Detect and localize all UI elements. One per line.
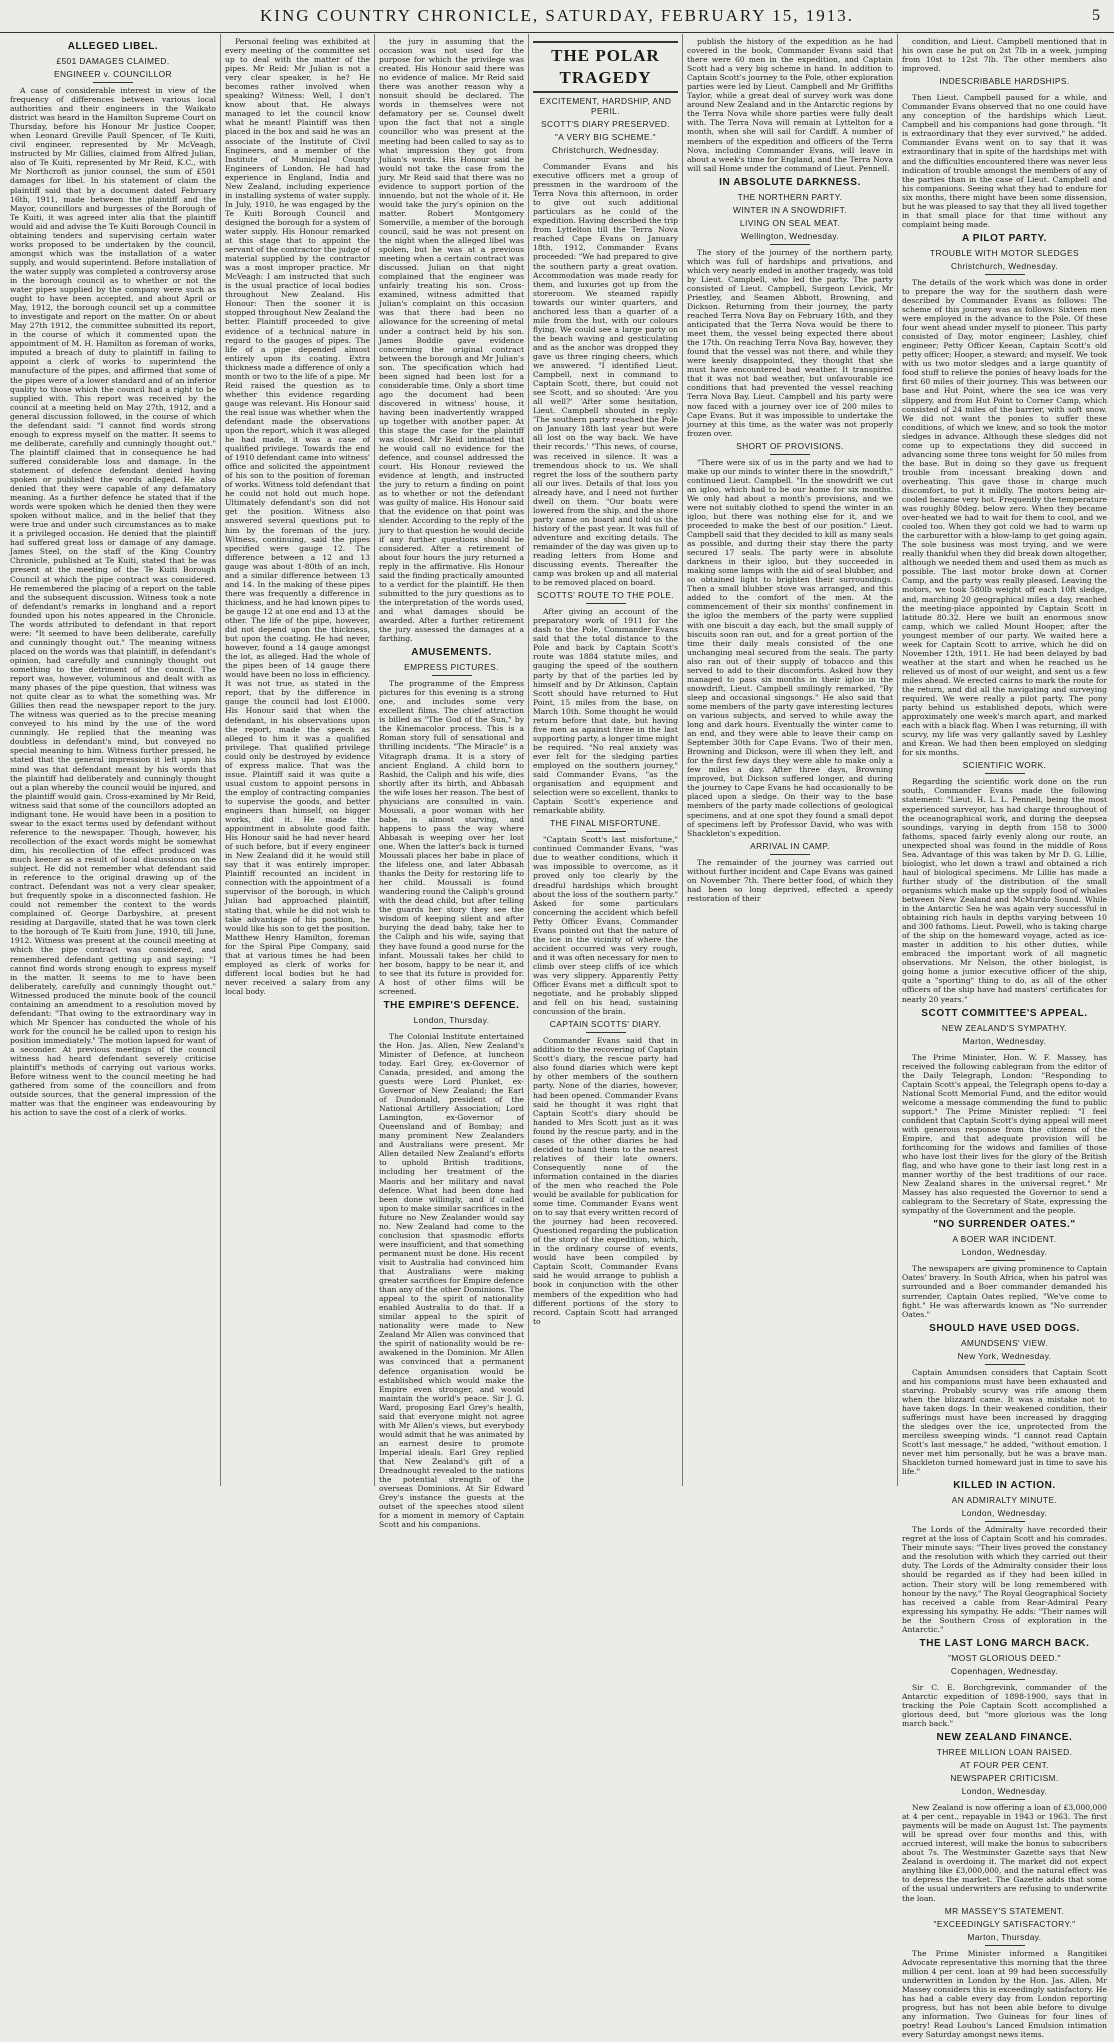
article-subheading: NEWSPAPER CRITICISM. [950,1773,1059,1784]
article-headline: KILLED IN ACTION. [953,1480,1056,1492]
article-body: The Prime Minister informed a Rangitikei Advocate representative this morning that the three million 4 per cent. loan at 99 had been successfully underwritten in London by the Hon. Jas. Allen. Mr Massey considers this is exceedingly satisfactory. He has had a cable every day from London reporting progress, but has not been able before to divulge any information. Two Guineas for four lines of poetry! Read Loubou's Lanced Emulsion intimation every Saturday amongst news items. [902,1948,1107,2039]
article-subheading: ARRIVAL IN CAMP. [750,840,830,851]
article-subheading: "EXCEEDINGLY SATISFACTORY." [933,1918,1076,1929]
divider [586,603,626,604]
divider [432,1028,472,1029]
divider [770,454,810,455]
article-body: After giving an account of the preparatory work of 1911 for the dash to the Pole, Commander Evans said that the total distance to the Pole and back by Captain Scott's route was 1884 statute miles, and gauging the speed of the southern party by that of the parties led by himself and by Dr Atkinson, Captain Scott should have returned to Hut Point, 15 miles from the base, on March 10th. Some thought he would return before that date, but having five men as against three in the last supporting party, a longer time might be required. "No real anxiety was ever felt for the sledging parties employed on the southern journey," said Commander Evans, "as the organisation and equipment and selection were so excellent, thanks to Captain Scott's experience and remarkable ability. [533,607,678,816]
divider [985,89,1025,90]
article-subheading: Copenhagen, Wednesday. [950,1665,1059,1676]
article-subheading: London, Wednesday. [961,1508,1048,1519]
article-body: Commander Evans and his executive officers met a group of pressmen in the wardroom of the Terra Nova this afternoon, in order to give out such additional particulars as he could of the expedition. Having described the trip from Lyttelton till the Terra Nova reached Cape Evans on January 18th, 1912, Commander Evans proceeded: "We had prepared to give the southern party a great ovation. Accommodation was made ready for them, and luxuries got up from the storeroom. We steamed rapidly towards our winter quarters, and anchored less than a quarter of a mile from the hut, with our colours flying. We could see a large party on the beach waving and gesticulating and as the anchor was dropped they gave us three ringing cheers, which we answered. "I identified Lieut. Campbell, next in command to Captain Scott, there, but could not see Scott, and so shouted: 'Are you all well?' 'After some hesitation, Lieut. Campbell shouted in reply: 'The southern party reached the Pole on January 18th last year but were all lost on the way back. We have their records.' "This news, of course, was received in silence. It was a tremendous shock to us. We shall regret the loss of the southern party all our lives. Details of that loss you already have, and I need not further dwell on them. "Our boats were lowered from the ship, and the shore party came on board and told us the history of the past year. It was full of adventure and exciting details. The remainder of the day was given up to reading letters from Home and discussing events. Thereafter the camp was broken up and all material to be removed placed on board. [533,162,678,588]
article-subheading: THREE MILLION LOAN RAISED. [936,1747,1073,1758]
divider [985,773,1025,774]
newspaper-page [6,34,1110,2039]
article-subheading: NEW ZEALAND'S SYMPATHY. [941,1022,1068,1033]
divider [432,675,472,676]
article-body: condition, and Lieut. Campbell mentioned that in his own case he put on 2st 7lb in a week, jumping from 10st to 12st 7lb. The other members also improved. [902,37,1107,74]
article-headline: A PILOT PARTY. [961,232,1048,244]
divider [586,158,626,159]
article-subheading: AMUNDSENS' VIEW. [960,1337,1049,1348]
article-subheading: AT FOUR PER CENT. [960,1760,1049,1771]
article-body: The remainder of the journey was carried out without further incident and Cape Evans was gained on November 7th. There better food, of which they had been so long deprived, effected a speedy restoration of their [687,857,893,903]
column-1 [6,34,220,2042]
article-body: "There were six of us in the party and we had to make up our minds to winter there in the snowdrift," continued Lieut. Campbell. "In the snowdrift we cut an igloo, which had to be our home for six months. We only had about a month's provisions, and we were not suitably clothed to spend the winter in an igloo, but there was nothing else for it, and we proceeded to make the best of our position." Lieut. Campbell said that they decided to kill as many seals as possible, and during their stay there the party secured 17 seals. The party were in absolute darkness in their igloo, but they succeeded in making some lamps with the aid of seal blubber, and so obtained light to brighten their surroundings. Then a small blubber stove was arranged, and this added to the comfort of the men. At the commencement of their six months' confinement in the igloo the members of the party were supplied with one biscuit a day each, but the small supply of biscuits soon ran out, and for a great portion of the time their daily meals consisted of the one unchanging meal secured from the seals. The party also ran out of their supply of tobacco and this served to add to their discomforts. Asked how they managed to pass six months in their igloo in the snowdrift, Lieut. Campbell smilingly remarked, "By sleep and occasional singsongs." He also said that some members of the party gave interesting lectures on various subjects, and served to while away the long and dark hours. Eventually the winter came to an end, and they were able to leave their camp on September 30th for Cape Evans. Two of their men, Browning and Dickson, were ill when they left, and for the first few days they were able to make only a few miles a day. After three days, Browning improved, but Dickson suffered longer, and during the journey to Cape Evans he had occasionally to be placed upon a sledge. On their way to the base members of the party made collections of geological specimens, and at one spot they found a small depot of specimens left by Professor David, who was with Shackleton's expedition. [687,457,893,838]
article-body: Regarding the scientific work done on the run south, Commander Evans made the following statement: "Lieut. H. L. L. Pennell, being the most experienced surveyor, has had charge throughout of the oceanographical work, and during the deepsea soundings, varying in depth from 158 to 3000 fathoms, spaced fairly evenly along our route, an unexpected shoal was found in the middle of Ross Sea. Advantage of this was taken by Mr D. G. Lillie, biologist, who let down a trawl and obtained a rich haul of biological specimens. Mr Lillie has made a further study of the distribution of the small organisms which make up the supply food of whales between New Zealand and McMurdo Sound. While in the Antarctic Sea he was again very successful in obtaining rich hauls in depths varying between 10 and 300 fathoms. Lieut. Powell, who is taking charge of the ship on the homeward voyage, acted as ice-master in addition to his other duties, while embraced the important work of all magnetic observations. Mr Nelson, the other biologist, is going home a junior executive officer of the ship, quite a "sporting" thing to do, as all of the other officers of the ship have had masters' certificates for nearly 20 years." [902,777,1107,1004]
article-body: the jury in assuming that the occasion was not used for the purpose for which the privilege was created. His Honour said there was no evidence of malice. Mr Reid said there was another reason why a nonsuit should be declared. The words in themselves were not defamatory per se. Counsel dwelt upon the fact that not a single councillor who was present at the meeting had been called to say as to what impression they got from Julian's words. His Honour said he would not take the case from the jury. Mr Reid said that there was no evidence to support portion of the innuendo, but not the whole of it. He would take the jury's opinion on the matter. Robert Montgomery Somerville, a member of the borough council, said he was not present on the night when the alleged libel was spoken, but he was at a previous meeting when a certain contract was discussed. Julian on that night complained that the engineer was unfairly treating his son. Cross-examined, witness admitted that Julian's complaint on this occasion was that there had been no allowance for the screening of metal under a contract held by his son. James Boddie gave evidence concerning the original contract between the borough and Mr Julian's son. The specification which had been signed had been lost for a considerable time. Only a short time ago the document had been discovered in witness' house, it having been inadvertently wrapped up together with another paper. At this stage the case for the plaintiff was closed. Mr Reid intimated that he would call no evidence for the defence, and counsel addressed the court. His Honour reviewed the evidence at length, and instructed the jury to return a finding on point as to whether or not the defendant was guilty of malice. His Honour said that the evidence on that point was slender. According to the reply of the jury to that question he would decide if any further questions should be considered. After a retirement of about four hours the jury returned a reply in the affirmative. His Honour said the finding practically amounted to a verdict for the plaintiff. He then submitted to the jury questions as to the interpretation of the words used, and what damages should be awarded. After a further retirement the jury assessed the damages at a farthing. [379,37,524,644]
article-subheading: Marton, Wednesday. [962,1035,1047,1046]
article-body: The newspapers are giving prominence to Captain Oates' bravery. In South Africa, when his patrol was surrounded and a Boer commander demanded his surrender, Captain Oates replied, "We've come to fight." He was afterwards known as "No surrender Oates." [902,1264,1107,1319]
article-body: Then Lieut. Campbell paused for a while, and Commander Evans observed that no one could have any conception of the hardships which Lieut. Campbell and his companions had gone through. "It is extraordinary that they ever survived," he added. Commander Evans went on to say that it was extraordinary that in spite of the hardships met with and the difficulties encountered there was never less indication of trouble amongst the members of any of the parties than in the case of Lieut. Campbell and his companions. Seeing what they had to endure for six months, there might have been some dissension, but he was pleased to say that they all lived together in that small place for that time without any complaint being made. [902,93,1107,229]
article-headline: SHOULD HAVE USED DOGS. [929,1322,1080,1334]
article-subheading: "A VERY BIG SCHEME." [554,132,657,142]
article-subheading: INDESCRIBABLE HARDSHIPS. [939,76,1070,87]
article-subheading: EMPRESS PICTURES. [404,662,499,673]
article-subheading: SCOTTS' ROUTE TO THE POLE. [536,590,675,601]
article-subheading: SCIENTIFIC WORK. [962,760,1047,771]
divider [93,82,133,83]
article-subheading: CAPTAIN SCOTTS' DIARY. [549,1019,662,1030]
article-headline: THE LAST LONG MARCH BACK. [919,1637,1090,1649]
article-headline: THE EMPIRE'S DEFENCE. [383,999,520,1011]
article-subheading: London, Wednesday. [961,1247,1048,1258]
newspaper-title: KING COUNTRY CHRONICLE, SATURDAY, FEBRUARY 15, 1913. [260,6,854,25]
column-3 [375,34,528,2042]
article-body: New Zealand is now offering a loan of £3,000,000 at 4 per cent., repayable in 1943 or 1963. The first payments will be made on August 1st. The payments will be spread over four months and this, with accrued interest, will make the bonus to subscribers about 7s. The Westminster Gazette says that New Zealand is overdoing it. The market did not expect anything like £3,000,000, and the natural effect was to depress the market. The Gazette adds that some of the usual underwriters are refusing to underwrite the loan. [902,1803,1107,1903]
article-subheading: Christchurch, Wednesday. [551,145,660,155]
article-subheading: London, Wednesday. [961,1786,1048,1797]
masthead [0,0,1114,33]
article-subheading: EXCITEMENT, HARDSHIP, AND PERIL. [539,96,672,116]
divider [770,854,810,855]
article-headline: "NO SURRENDER OATES." [933,1219,1076,1231]
article-subheading: LIVING ON SEAL MEAT. [739,217,841,228]
article-body: Sir C. E. Borchgrevink, commander of the Antarctic expedition of 1898-1900, says that in tracking the Pole Captain Scott accomplished a glorious deed, but "more glorious was the long march back." [902,1682,1107,1728]
article-headline: AMUSEMENTS. [411,647,492,659]
article-subheading: SHORT OF PROVISIONS. [736,440,844,451]
divider [985,1260,1025,1261]
divider [985,274,1025,275]
article-body: Captain Amundsen considers that Captain Scott and his companions must have been exhausted and starving. Probably scurvy was rife among them when the blizzard came. It was a mistake not to have taken dogs. In their weakened condition, their sufferings must have been increased by dragging the sledges over the ice, unprotected from the merciless sweeping winds. "I cannot read Captain Scott's last message," he added, "without emotion. I never met him personally, but he was a brave man. Shackleton turned homeward just in time to save his life." [902,1367,1107,1477]
divider [985,1945,1025,1946]
article-subheading: MR MASSEY'S STATEMENT. [944,1905,1065,1916]
divider [985,1679,1025,1680]
divider [586,1032,626,1033]
article-body: The details of the work which was done in order to prepare the way for the southern dash were described by Commander Evans as follows: The scheme of this journey was as follows: Sixteen men were employed in the advance to the Pole. Of these four went ahead under myself to pioneer. This party consisted of Day, motor engineer; Lashley, chief engineer; Petty Officer Keean, Captain Scott's old petty officer; Hooper, a steward; and myself. We took with us two motor sledges and a large quantity of food stuff to relieve the ponies of heavy loads for the first 60 miles of their journey. This was between our base and Hut Point, where the sea ice was very slippery, and from Hut Point to Corner Camp, which consisted of 24 miles of the barrier, with soft snow. We did not want the ponies to suffer these conditions, of which we knew, and so took the motor sledges in advance. Although these sledges did not come up to expectations they did succeed in advancing some three tons weight for 50 miles from the base. But in doing so they gave us frequent trouble from incessant breaking down and overheating. This gave those in charge much discomfort, to put it mildly. The motors being air-cooled became very hot. Frequently the temperature was roughly 80deg. below zero. When they became over-heated we had to wait for them to cool, and we cooled too. When they got cold we had to warm up the carburettor with a blow-lamp to get going again. The sole business was most trying, and we were really thankful when they did break down altogether, although we needed them and used them as much as possible. The last motor broke down at Corner Camp, and the party was really pleased. Leaving the motors, we took 580lb weight off each 10ft sledge, and, marching 20 geographical miles a day, reached the meeting-place appointed by Captain Scott in latitude 80.32. Here we built an enormous snow camp, which we called Mount Hooper, after the youngest member of our party. We waited here a week for Captain Scott to arrive, which he did on November 12th, 1911. He had been delayed by bad weather at the start and when he reached us he relieved us of most of our weight, and sent us a few miles ahead. We erected cairns to mark the route for the return, and did all the navigating and surveying required. We were really a pilot party. The pony party behind us established depots, which were approximately one week's march apart, and marked each with a black flag. When I was returning, ill with scurvy, my life was very gallantly saved by Lashley and Krean. We had then been employed on sledging for six months. [902,277,1107,758]
article-subheading: WINTER IN A SNOWDRIFT. [733,204,847,215]
column-5 [683,34,897,2042]
article-body: The programme of the Empress pictures for this evening is a strong one, and includes some very excellent films. The chief attraction is billed as "The God of the Sun," by the Kinemacolor process. This is a Roman story full of sensational and thrilling incidents. "The Miracle" is a Vitagraph drama. It is a story of ancient England. A child born to Rashid, the Caliph and his wife, dies shortly after its birth, and Abbasah the wife loses her reason. The best of physicians are consulted in vain. Moussali, a poor woman with her babe, is almost starving, and happens to pass the way where Abbasah is weeping over her lost one. When the latter's back is turned Moussali places her babe in place of the lifeless one, and later Abbasah thanks the Deity for restoring life to her child. Moussali is found wandering round the Caliph's ground with the dead child, but after telling the guards her story they see the wisdom of keeping silent and after burying the dead baby, take her to the Caliph and his wife, saying that they have found a good nurse for the infant. Moussali takes her child to her bosom, happy to be near it, and to see that its future is provided for. A host of other films will be screened. [379,679,524,996]
article-subheading: Christchurch, Wednesday. [950,260,1059,271]
column-4 [529,34,682,2042]
article-subheading: £501 DAMAGES CLAIMED. [56,56,170,66]
article-body: The Prime Minister, Hon. W. F. Massey, has received the following cablegram from the editor of the Daily Telegraph, London: "Responding to Captain Scott's appeal, the Telegraph opens to-day a National Scott Memorial Fund, and the editor would welcome a message commending the fund to public support." The Prime Minister replied: "I feel confident that Captain Scott's dying appeal will meet with generous response from the citizens of the Empire, and that adequate provision will be forthcoming for the widows and families of those who have lost their lives for the glory of the British flag, and who have gone to their last long rest in a manner worthy of the best traditions of our race. New Zealand shares in the universal regret." Mr Massey has also requested the Governor to send a cablegram to the Secretary of State, expressing the sympathy of the Government and the people. [902,1052,1107,1216]
article-subheading: SCOTT'S DIARY PRESERVED. [541,119,670,129]
article-subheading: AN ADMIRALTY MINUTE. [951,1495,1058,1506]
article-subheading: THE FINAL MISFORTUNE. [550,818,661,829]
article-subheading: A BOER WAR INCIDENT. [952,1234,1057,1245]
article-headline: ALLEGED LIBEL. [67,41,159,52]
page-number: 5 [1092,7,1102,24]
article-body: The Lords of the Admiralty have recorded their regret at the loss of Captain Scott and his comrades. Their minute says: "Their lives proved the constancy and the resolution with which they carried out their duty. The Lords of the Admiralty consider their loss should be regarded as if they had been killed in action. Their story will be long remembered with honour by the navy." The Royal Geographical Society has received a cable from Rear-Admiral Peary expressing his sympathy. He adds: "Their names will be the Southern Cross of exploration in the Antarctic." [902,1525,1107,1634]
column-2 [221,34,374,2042]
article-body: Personal feeling was exhibited at every meeting of the committee set up to deal with the matter of the pipes. Mr Reid: Mr Julian is not a very clear speaker, is he? He becomes rather involved when speaking? Witness: Well, I don't know about that. He always managed to let the council know what he meant! Plaintiff was then placed in the box and said he was an associate of the Institute of Civil Engineers, and a member of the Institute of Municipal County Engineers of London. He had had experience in England, India and New Zealand, including experience in installing systems of water supply. In July, 1910, he was engaged by the Te Kuiti Borough Council and designed the borough for a system of water supply. His Honour remarked at this stage that to appoint the servant of the contractor the judge of material supplied by the contractor was a most improper practice. Mr McVeagh: I am instructed that such is the usual practice of local bodies throughout New Zealand. His Honour: Then the sooner it is stopped throughout New Zealand the better. Plaintiff proceeded to give evidence of a technical nature in regard to the gauges of pipes. The life of a pipe depended almost entirely upon its coating. Extra thickness made a difference of only a month or two to the life of a pipe. Mr Reid raised the question as to whether this evidence regarding gauge was relevant. His Honour said the real issue was whether when the defendant made the observations upon the report, which it was alleged he had made, it was a case of qualified privilege. Towards the end of 1910 defendant came into witness' office and solicited the appointment of his son to the position of foreman of works. Witness told defendant that he could not hold out much hope. Ultimately defendant's son did not get the position. Witness also answered several questions put to him by the foreman of the jury. Witness, continuing, said the pipes specified were gauge 12. The difference between a 12 and 13 gauge was about 1-80th of an inch, and a similar difference between 13 and 14. In the making of these pipes there was frequently a difference in thickness, and he had known pipes to be gauge 12 at one end and 13 at the other. The life of the pipe, however, did not depend upon the thickness, but upon the coating. He had never, however, found a 14 gauge amongst the lot, as alleged. Had the whole of the pipes been of 14 gauge there would have been no loss in efficiency. It was not true, as stated in the report, that by the difference in gauge the council had lost £1000. His Honour said that when the defendant, in his observations upon the report, made the speech as alleged to him it was a qualified privilege. That qualified privilege could only be destroyed by evidence of express malice. That was the issue. Plaintiff said it was quite a usual custom to appoint persons in the employ of contracting companies to supervise the goods, and better engineers than himself, on bigger works, did it. He made the appointment in absolute good faith. His Honour said he had never heard of such before, but if every engineer in New Zealand did it he would still say that it was entirely improper. Plaintiff recounted an incident in connection with the appointment of a supervisor of the borough, in which Julian had approached plaintiff, stating that, while he did not wish to take advantage of his position, he would like his son to get the position. Matthew Henry Hamilton, foreman for the Spiral Pipe Company, said that at various times he had been employed as clerk of works for different local bodies but he had never received a salary from any local body. [225,37,370,996]
divider [770,244,810,245]
divider [985,1799,1025,1800]
article-subheading: Marton, Thursday. [967,1931,1042,1942]
article-subheading: TROUBLE WITH MOTOR SLEDGES [930,247,1079,258]
article-headline: THE POLAR TRAGEDY [533,41,678,93]
article-subheading: "MOST GLORIOUS DEED." [948,1652,1061,1663]
divider [985,1364,1025,1365]
article-body: publish the history of the expedition as he had covered in the book, Commander Evans said that there were 60 men in the expedition, and Captain Scott had a very big scheme in hand. In addition to Captain Scott's journey to the Pole, other exploration parties were led by Lieut. Campbell and Mr Griffiths Taylor, while a great deal of survey work was done around New Zealand and in the Antarctic regions by the Terra Nova while shore parties were fully dealt with. The Terra Nova will remain at Lyttelton for a month, when she will sail for Cardiff. A number of members of the expedition and officers of the Terra Nova, including Commander Evans, will leave in about a week's time for England, and the Terra Nova will sail Home under the command of Lieut. Pennell. [687,37,893,173]
column-6 [898,34,1111,2042]
divider [985,1049,1025,1050]
article-subheading: Wellington, Wednesday. [740,230,840,241]
article-subheading: THE NORTHERN PARTY. [737,191,843,202]
article-headline: NEW ZEALAND FINANCE. [936,1732,1073,1744]
article-headline: IN ABSOLUTE DARKNESS. [719,176,861,188]
article-subheading: London, Thursday. [413,1014,490,1025]
divider [586,831,626,832]
article-body: "Captain Scott's last misfortune," continued Commander Evans, "was due to weather conditions, which it was impossible to overcome, as it proved only too clearly by the dreadful hardships which brought about the loss of the southern party." Asked for some particulars concerning the accident which befell Petty Officer Evans, Commander Evans pointed out that the nature of the ice in the vicinity of where the accident occurred was very rough, and it was often necessary for men to climb over steep cliffs of ice which was very slippery. Apparently Petty Officer Evans met a difficult spot to negotiate, and he probably slipped and fell on his head, sustaining concussion of the brain. [533,835,678,1017]
article-body: A case of considerable interest in view of the frequency of differences between various local authorities and their engineers in the Waikato district was heard in the Hamilton Supreme Court on Thursday, before his Honour Mr Justice Cooper, when Leonard Greville Paull Spencer, of Te Kuiti, civil engineer, represented by Mr McVeagh, instructed by Mr Gillies, claimed from Alfred Julian, also of Te Kuiti, represented by Mr Reid, K.C., with Mr Northcroft as junior counsel, the sum of £501 damages for libel. In his statement of claim the plaintiff said that by a document dated February 16th, 1911, made between the plaintiff and the Mayor, councillors and burgesses of the Borough of Te Kuiti, it was agreed inter alia that the plaintiff would aid and advise the Te Kuiti Borough Council in obtaining tenders and supervising certain water works proposed to be undertaken by the council, amongst which was the installation of a water supply, and would superintend. Before installation of the water supply was completed a controversy arose in the borough council as to whether or not the water pipes supplied by the company were such as ought to have been accepted, and about April or May, 1912, the borough council set up a committee to investigate and report on the matter. On or about May 27th 1912, the committee submitted its report, in the course of which it commented upon the appointment of M. H. Hamilton as foreman of works, imputed a breach of duty to plaintiff in failing to appoint a clerk of works to superintend the manufacture of the pipes, and affirmed that some of the pipes were of a lower standard and of an inferior quality to those which the council had a right to be supplied with. This report was received by the council at a meeting held on May 27th, 1912, and a general discussion followed, in the course of which the defendant said: "I cannot find words strong enough to express myself on the matter. It seems to me deliberate, carefully and cunningly thought out." The plaintiff claimed that in consequence he had suffered considerable loss and damage. In the statement of defence defendant denied having spoken or published the words alleged. He also denied that they were capable of any defamatory meaning. As a further defence he stated that if the words were spoken which he denied then they were spoken without malice, and in the belief that they were true and under such circumstances as to make it a privileged occasion. He denied that the plaintiff had suffered great loss or damage of any damage. James Steel, on the staff of the King Country Chronicle, published at Te Kuiti, stated that he was present at the meeting of the Te Kuiti Borough Council at which the pipe contract was considered. He remembered the placing of a report on the table and the subsequent discussion. Witness took a note of defendant's remarks in longhand and a report founded upon his notes appeared in the Chronicle. The words attributed to defendant in that report were: "It seemed to have been deliberate, carefully and cunningly thought out." The meaning witness placed on the words was that plaintiff, in defendant's opinion, had carefully and cunningly thought out something to the detriment of the council. The report was, however, voluminous and dealt with as many phases of the pipe question, that witness was not quite clear as to what the something was. Mr Gillies then read the newspaper report to the jury. The witness was queried as to the precise meaning conveyed to his mind by the use of the word cunningly. He replied that the meaning was doubtless in defendant's mind, but conveyed no special meaning to him. Witness further pressed, he stated that the general impression it left upon his mind was that defendant meant by his words that the plaintiff had deliberately and cunningly thought out a plan whereby the council would be injured, and the plaintiff would gain. Cross-examined by Mr Reid, witness said that some of the councillors adopted an indignant tone. He would have been in a position to swear to the exact terms used by defendant without reference to the newspaper. Though, however, his recollection of the exact words might be somewhat dim, his recollection of the effect produced was much keener as a result of local discussions on the subject. He did not remember what defendant said in reference to the original drawing up of the contract. Defendant was not a very clear speaker, but frequently spoke in a disconnected fashion. He could not remember the context to the words complained of. George Darbyshire, at present residing at Dargaville, stated that he was town clerk to the borough of Te Kuiti from June, 1910, till June, 1912. Witness was present at the council meeting at which the pipe contract was considered, and remembered defendant getting up and saying: "I cannot find words strong enough to express myself in the matter. It seems to me to have been deliberately, carefully and cunningly thought out." Witnessed produced the minute book of the council containing an amendment to a resolution moved by defendant: "That owing to the extraordinary way in which Mr Spencer has conducted the whole of his work for the council he be called upon to resign his position immediately." The motion lapsed for want of a seconder. At previous meetings of the council witness had heard defendant severely criticise plaintiff's methods of carrying out various works. Before witness went to the council meeting he had gathered from some of the councillors and from outside sources, that the general impression of the matter was that the engineer was endeavouring by his action to save the cost of a clerk of works. [10,86,216,1118]
article-headline: SCOTT COMMITTEE'S APPEAL. [921,1007,1088,1019]
divider [985,1521,1025,1522]
article-body: Commander Evans said that in addition to the recovering of Captain Scott's diary, the rescue party had also found diaries which were kept by other members of the southern party. None of the diaries, however, had been opened. Commander Evans said he thought it was right that Captain Scott's diary should be handed to Mrs Scott just as it was found by the rescue party, and in the cases of the other diaries he had decided to hand them to the nearest relatives of their late owners. Consequently none of the information contained in the diaries of the men who reached the Pole would be available for publication for some time. Commander Evans went on to say that every written record of the journey had been recovered. Questioned regarding the publication of the story of the expedition, which, in the ordinary course of events, would have been compiled by Captain Scott, Commander Evans said he would arrange to publish a book in conjunction with the other members of the expedition who had different portions of the story to record. Captain Scott had arranged to [533,1036,678,1326]
article-body: The Colonial Institute entertained the Hon. Jas. Allen, New Zealand's Minister of Defence, at luncheon today. Earl Grey, ex-Governor of Canada, presided, and among the guests were Lord Plunket, ex-Governor of New Zealand; the Earl of Dundonald, president of the National Artillery Association; Lord Lamington, ex-Governor of Queensland and of Bombay; and many prominent New Zealanders and Australians were present. Mr Allen detailed New Zealand's efforts to uphold British traditions, including her treatment of the Maoris and her military and naval defence. What had been done had been done willingly, and if called upon to make similar sacrifices in the future no New Zealander would say no. New Zealand had come to the conclusion that spasmodic efforts were insufficient, and that something permanent must be done. His recent visit to Australia had convinced him that Australians were making greater sacrifices for Empire defence than any of the other Dominions. The appeal to the spirit of nationality enabled Australia to do that. If a similar appeal to the spirit of nationality were made to New Zealand Mr Allen was convinced that the spirit of nationality would be re-awakened in the Dominion. Mr Allen was convinced that a permanent defence organisation would be established which would make the Empire even stronger, and would maintain the world's peace. Sir J. G. Ward, proposing Earl Grey's health, said that everyone might not agree with Mr Allen's views, but everybody would admit that he was animated by an earnest desire to promote Imperial ideals. Earl Grey replied that New Zealand's gift of a Dreadnought revealed to the nations the potential strength of the overseas Dominions. At Sir Edward Grey's instance the guests at the outset of the speeches stood silent for a moment in memory of Captain Scott and his companions. [379,1031,524,1530]
article-subheading: New York, Wednesday. [957,1350,1052,1361]
article-body: The story of the journey of the northern party, which was full of hardships and privations, and which very nearly ended in another tragedy, was told by Lieut. Campbell, who led the party. The party consisted of Lieut. Campbell, Surgeon Levick, Mr Priestley, and Seamen Abbott, Browning, and Dickson. Returning from their journey, the party reached Terra Nova Bay on February 16th, and they anticipated that the Terra Nova would be there to meet them, the vessel being expected there about the 17th. On reaching Terra Nova Bay, however, they found that the vessel was not there, and while they were keenly disappointed, they thought that she must have encountered bad weather. It transpired that it was not bad weather, but unfavourable ice conditions that had prevented the vessel reaching Terra Nova Bay. Lieut. Campbell and his party were now faced with a journey over ice of 200 miles to Cape Evans. But it was impossible to undertake the journey at this time, as the water was not properly frozen over. [687,247,893,438]
article-subheading: ENGINEER v. COUNCILLOR [53,69,172,79]
